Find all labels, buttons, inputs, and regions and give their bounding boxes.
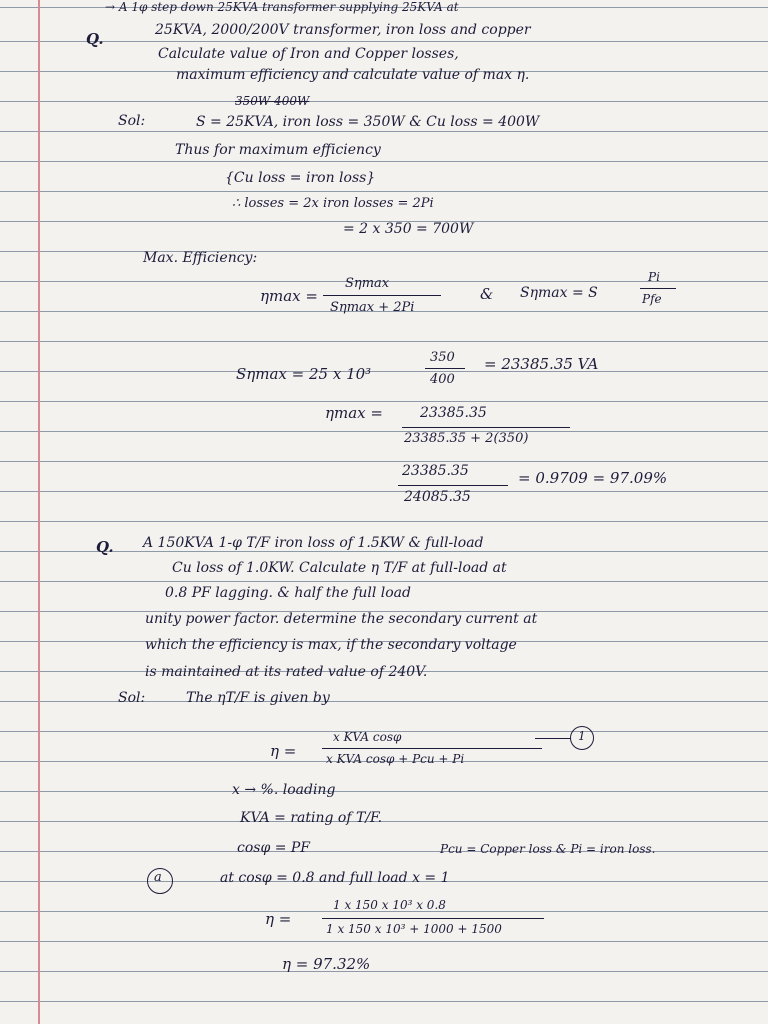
margin-line [38, 0, 40, 1024]
definition-x: x → %. loading [232, 782, 336, 798]
question-text: 25KVA, 2000/200V transformer, iron loss and copper [155, 22, 531, 38]
s-max-denominator: Pfe [642, 292, 662, 306]
fraction-bar [402, 427, 570, 428]
solution-intro: The ηT/F is given by [186, 690, 330, 706]
question-text: 0.8 PF lagging. & half the full load [165, 585, 411, 601]
solution-label: Sol: [118, 113, 146, 129]
solution-label: Sol: [118, 690, 146, 706]
eta-max-lhs: ηmax = [260, 287, 318, 305]
s-calc-numerator: 350 [430, 350, 455, 365]
question-text: is maintained at its rated value of 240V. [145, 664, 428, 680]
s-max-lhs: Sηmax = S [520, 285, 598, 301]
calc-denominator: 1 x 150 x 10³ + 1000 + 1500 [326, 922, 502, 936]
fraction-bar [640, 288, 676, 289]
part-marker-letter: a [154, 870, 162, 885]
equation-tag-number: 1 [578, 729, 586, 743]
max-efficiency-heading: Max. Efficiency: [143, 250, 258, 266]
fraction-bar [425, 368, 465, 369]
definition-losses: Pcu = Copper loss & Pi = iron loss. [440, 842, 656, 856]
efficiency-eq-lhs: η = [270, 742, 297, 760]
question-text: Calculate value of Iron and Copper losses, [158, 46, 459, 62]
calc-numerator: 1 x 150 x 10³ x 0.8 [333, 898, 446, 912]
given-values: S = 25KVA, iron loss = 350W & Cu loss = 400W [196, 114, 540, 130]
header-cut-text: → A 1φ step down 25KVA transformer supplying 25KVA at [105, 0, 459, 14]
equation-tag-line [535, 738, 571, 739]
s-calc-lhs: Sηmax = 25 x 10³ [236, 365, 372, 383]
s-max-numerator: Pi [648, 270, 660, 284]
calc-lhs: η = [265, 910, 292, 928]
question-text: unity power factor. determine the secondary current at [145, 611, 538, 627]
fraction-bar [322, 918, 544, 919]
losses-equation: ∴ losses = 2x iron losses = 2Pi [232, 196, 434, 211]
eta-calc2-numerator: 23385.35 [402, 463, 469, 479]
definition-kva: KVA = rating of T/F. [240, 810, 383, 826]
part-a-condition: at cosφ = 0.8 and full load x = 1 [220, 870, 450, 886]
losses-value: = 2 x 350 = 700W [343, 221, 474, 237]
final-result: η = 97.32% [282, 955, 371, 973]
question-marker: Q. [86, 30, 104, 48]
question-marker: Q. [96, 538, 114, 556]
condition-intro: Thus for maximum efficiency [175, 142, 381, 158]
eta-calc-numerator: 23385.35 [420, 405, 487, 421]
definition-cos: cosφ = PF [237, 840, 311, 856]
s-calc-result: = 23385.35 VA [484, 355, 599, 373]
fraction-bar [322, 748, 542, 749]
efficiency-result: = 0.9709 = 97.09% [518, 469, 668, 487]
eta-max-denominator: Sηmax + 2Pi [330, 300, 415, 315]
eta-calc-lhs: ηmax = [325, 404, 383, 422]
efficiency-eq-numerator: x KVA cosφ [333, 730, 402, 744]
efficiency-eq-denominator: x KVA cosφ + Pcu + Pi [326, 752, 465, 766]
struck-note: 350W 400W [235, 94, 310, 108]
eta-calc2-denominator: 24085.35 [404, 489, 471, 505]
eta-calc-denominator: 23385.35 + 2(350) [404, 431, 529, 446]
fraction-bar [323, 295, 441, 296]
question-text: Cu loss of 1.0KW. Calculate η T/F at full-load at [172, 560, 507, 576]
question-text: which the efficiency is max, if the secondary voltage [145, 637, 517, 653]
question-text: A 150KVA 1-φ T/F iron loss of 1.5KW & full-load [143, 535, 484, 551]
formula-link: & [480, 285, 494, 303]
s-calc-denominator: 400 [430, 372, 455, 387]
fraction-bar [398, 485, 508, 486]
eta-max-numerator: Sηmax [345, 276, 390, 291]
condition-equation: {Cu loss = iron loss} [225, 170, 376, 186]
question-text: maximum efficiency and calculate value of max η. [176, 67, 530, 83]
